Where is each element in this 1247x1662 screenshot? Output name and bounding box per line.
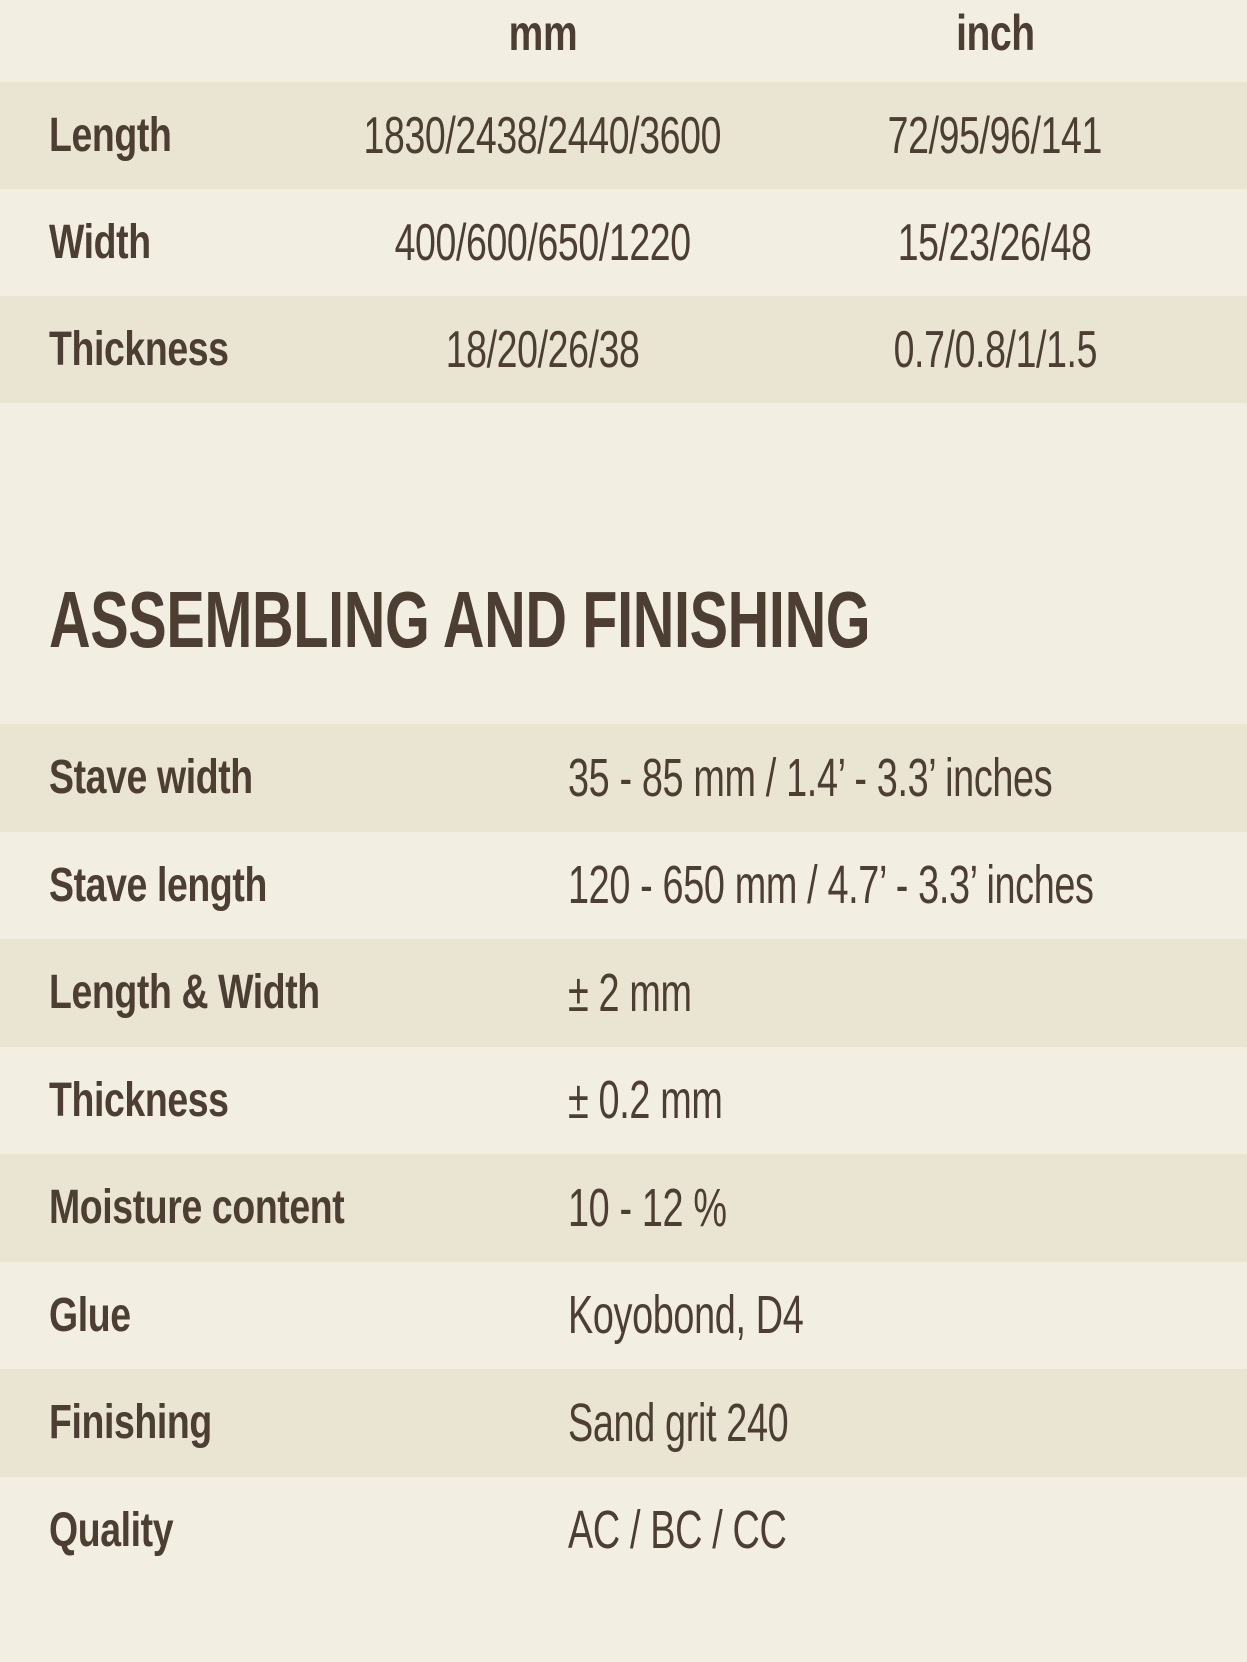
spec-row-thickness-tolerance xyxy=(0,1047,1247,1155)
spec-label: Stave length xyxy=(49,858,267,912)
spec-row-moisture-content xyxy=(0,1154,1247,1262)
spec-label: Glue xyxy=(49,1288,131,1342)
dimensions-header-row xyxy=(0,0,1247,82)
dimensions-row-width xyxy=(0,189,1247,296)
dimensions-row-length xyxy=(0,82,1247,189)
spec-row-quality xyxy=(0,1477,1247,1585)
spec-value: Sand grit 240 xyxy=(568,1392,789,1453)
spec-row-stave-width xyxy=(0,724,1247,832)
row-label: Width xyxy=(49,216,151,269)
row-label: Thickness xyxy=(49,323,229,376)
spec-label: Thickness xyxy=(49,1073,229,1127)
section-heading: ASSEMBLING AND FINISHING xyxy=(49,575,871,664)
spec-value: ± 2 mm xyxy=(568,962,692,1023)
spec-value: AC / BC / CC xyxy=(568,1500,787,1561)
spec-label: Finishing xyxy=(49,1396,212,1450)
spec-row-glue xyxy=(0,1262,1247,1370)
inch-value: 72/95/96/141 xyxy=(887,106,1103,165)
spec-value: 10 - 12 % xyxy=(568,1177,727,1238)
spec-value: 35 - 85 mm / 1.4’ - 3.3’ inches xyxy=(568,747,1053,808)
mm-value: 18/20/26/38 xyxy=(445,320,640,379)
row-label: Length xyxy=(49,109,172,162)
inch-column-header: inch xyxy=(955,5,1035,61)
mm-column-header: mm xyxy=(508,5,577,61)
spec-label: Quality xyxy=(49,1503,174,1557)
spec-row-finishing xyxy=(0,1369,1247,1477)
mm-value: 400/600/650/1220 xyxy=(394,213,691,272)
spec-row-length-width-tolerance xyxy=(0,939,1247,1047)
inch-value: 0.7/0.8/1/1.5 xyxy=(893,320,1097,379)
dimensions-row-thickness xyxy=(0,296,1247,403)
spec-label: Length & Width xyxy=(49,966,320,1020)
spec-value: 120 - 650 mm / 4.7’ - 3.3’ inches xyxy=(568,855,1094,916)
inch-value: 15/23/26/48 xyxy=(898,213,1092,272)
spec-label: Stave width xyxy=(49,751,253,805)
spec-row-stave-length xyxy=(0,832,1247,940)
assembling-spec-table xyxy=(0,724,1247,1584)
dimensions-table xyxy=(0,0,1247,403)
spec-value: Koyobond, D4 xyxy=(568,1285,804,1346)
spec-label: Moisture content xyxy=(49,1181,345,1235)
mm-value: 1830/2438/2440/3600 xyxy=(363,106,722,165)
spec-value: ± 0.2 mm xyxy=(568,1070,723,1131)
